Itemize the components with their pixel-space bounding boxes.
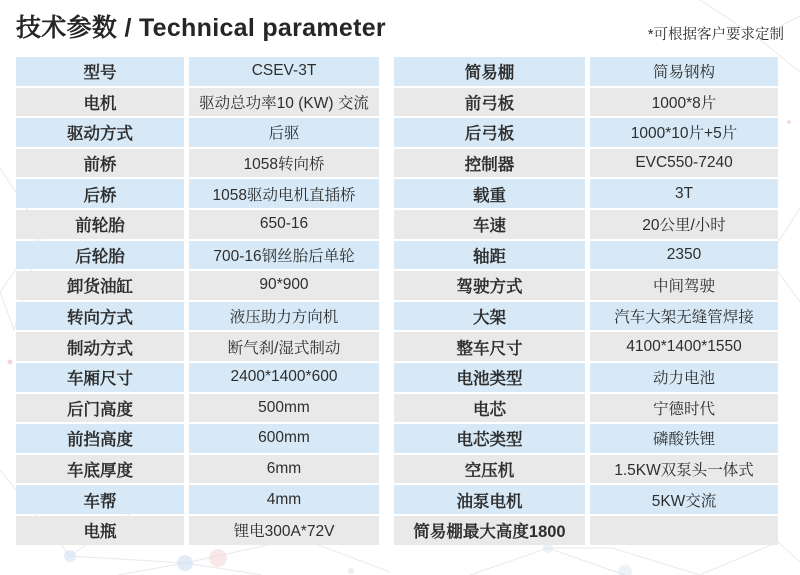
param-value-cell: 600mm xyxy=(189,424,379,453)
param-label-cell: 车速 xyxy=(394,210,585,239)
param-label-cell: 轴距 xyxy=(394,241,585,270)
param-label-cell: 制动方式 xyxy=(16,332,184,361)
param-value-cell: 液压助力方向机 xyxy=(189,302,379,331)
param-label-cell: 型号 xyxy=(16,57,184,86)
param-value-cell: CSEV-3T xyxy=(189,57,379,86)
param-label-cell: 空压机 xyxy=(394,455,585,484)
param-value-cell: EVC550-7240 xyxy=(590,149,778,178)
param-label-cell: 卸货油缸 xyxy=(16,271,184,300)
param-value-cell: 汽车大架无缝管焊接 xyxy=(590,302,778,331)
param-value-cell: 断气刹/湿式制动 xyxy=(189,332,379,361)
param-value-cell: 1000*8片 xyxy=(590,88,778,117)
param-label-cell: 油泵电机 xyxy=(394,485,585,514)
param-value-cell: 动力电池 xyxy=(590,363,778,392)
param-label-cell: 载重 xyxy=(394,179,585,208)
param-value-cell: 中间驾驶 xyxy=(590,271,778,300)
param-value-cell xyxy=(590,516,778,545)
param-label-cell: 电芯类型 xyxy=(394,424,585,453)
param-value-cell: 3T xyxy=(590,179,778,208)
param-value-cell: 1000*10片+5片 xyxy=(590,118,778,147)
spec-table-right xyxy=(394,57,778,545)
param-value-cell: 20公里/小时 xyxy=(590,210,778,239)
param-label-cell: 电池类型 xyxy=(394,363,585,392)
page-title: 技术参数 / Technical parameter xyxy=(16,14,386,42)
param-label-cell: 车底厚度 xyxy=(16,455,184,484)
param-value-cell: 宁德时代 xyxy=(590,394,778,423)
param-value-cell: 简易钢构 xyxy=(590,57,778,86)
param-label-cell: 后门高度 xyxy=(16,394,184,423)
param-label-cell: 大架 xyxy=(394,302,585,331)
param-value-cell: 锂电300A*72V xyxy=(189,516,379,545)
param-label-cell: 电机 xyxy=(16,88,184,117)
param-value-cell: 5KW交流 xyxy=(590,485,778,514)
param-value-cell: 4mm xyxy=(189,485,379,514)
param-label-cell: 前弓板 xyxy=(394,88,585,117)
param-label-cell: 后桥 xyxy=(16,179,184,208)
param-value-cell: 90*900 xyxy=(189,271,379,300)
param-value-cell: 驱动总功率10 (KW) 交流 xyxy=(189,88,379,117)
param-value-cell: 6mm xyxy=(189,455,379,484)
param-value-cell: 磷酸铁锂 xyxy=(590,424,778,453)
param-value-cell: 后驱 xyxy=(189,118,379,147)
param-label-cell: 前挡高度 xyxy=(16,424,184,453)
param-value-cell: 1058转向桥 xyxy=(189,149,379,178)
param-label-cell: 控制器 xyxy=(394,149,585,178)
param-label-cell: 后轮胎 xyxy=(16,241,184,270)
param-label-cell: 驱动方式 xyxy=(16,118,184,147)
param-label-cell: 前轮胎 xyxy=(16,210,184,239)
param-label-cell: 后弓板 xyxy=(394,118,585,147)
param-label-cell: 车帮 xyxy=(16,485,184,514)
param-label-cell: 简易棚 xyxy=(394,57,585,86)
param-value-cell: 1058驱动电机直插桥 xyxy=(189,179,379,208)
param-value-cell: 700-16钢丝胎后单轮 xyxy=(189,241,379,270)
spec-table-left xyxy=(16,57,379,545)
param-label-cell: 转向方式 xyxy=(16,302,184,331)
param-label-cell: 车厢尺寸 xyxy=(16,363,184,392)
customization-note: *可根据客户要求定制 xyxy=(647,27,784,43)
param-value-cell: 500mm xyxy=(189,394,379,423)
param-label-cell: 简易棚最大高度1800 xyxy=(394,516,585,545)
param-value-cell: 1.5KW双泵头一体式 xyxy=(590,455,778,484)
param-label-cell: 电瓶 xyxy=(16,516,184,545)
param-value-cell: 2350 xyxy=(590,241,778,270)
param-value-cell: 4100*1400*1550 xyxy=(590,332,778,361)
param-label-cell: 前桥 xyxy=(16,149,184,178)
param-label-cell: 电芯 xyxy=(394,394,585,423)
param-value-cell: 2400*1400*600 xyxy=(189,363,379,392)
param-label-cell: 驾驶方式 xyxy=(394,271,585,300)
param-label-cell: 整车尺寸 xyxy=(394,332,585,361)
param-value-cell: 650-16 xyxy=(189,210,379,239)
